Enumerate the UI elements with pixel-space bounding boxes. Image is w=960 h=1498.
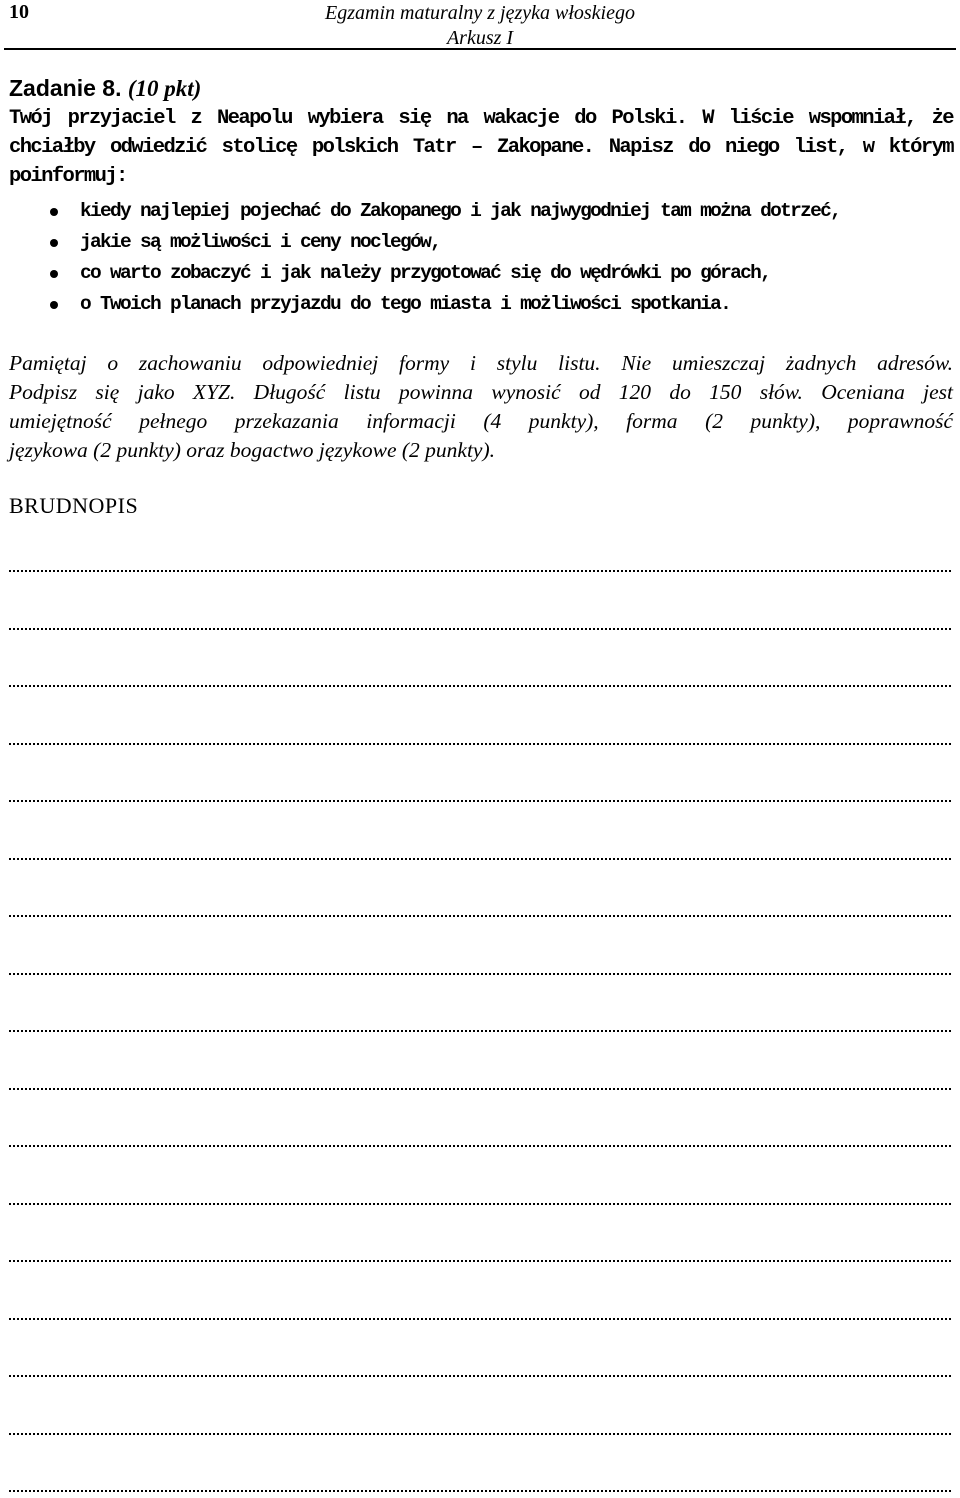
sheet-label: Arkusz I <box>446 27 514 49</box>
bullet-text: jakie są możliwości i ceny noclegów, <box>80 231 441 253</box>
draft-line[interactable] <box>9 1433 951 1435</box>
draft-line[interactable] <box>9 1088 951 1090</box>
instruction-line: umiejętność pełnego przekazania informacji (4 punkty), forma (2 punkty), poprawność <box>9 409 953 433</box>
draft-line[interactable] <box>9 1318 951 1320</box>
draft-title: BRUDNOPIS <box>9 493 139 518</box>
draft-line[interactable] <box>9 858 951 860</box>
instruction-line: Pamiętaj o zachowaniu odpowiedniej formy i stylu listu. Nie umieszczaj żadnych adresów. <box>9 351 953 375</box>
draft-line[interactable] <box>9 570 951 572</box>
bullet-text: kiedy najlepiej pojechać do Zakopanego i jak najwygodniej tam można dotrzeć, <box>80 200 841 222</box>
bullet-text: o Twoich planach przyjazdu do tego miasta i możliwości spotkania. <box>80 293 731 315</box>
instruction-line: Podpisz się jako XYZ. Długość listu powinna wynosić od 120 do 150 słów. Oceniana jest <box>9 380 953 404</box>
task-points: (10 pkt) <box>127 76 202 101</box>
bullet-text: co warto zobaczyć i jak należy przygotować się do wędrówki po górach, <box>80 262 771 284</box>
draft-line[interactable] <box>9 1203 951 1205</box>
draft-line[interactable] <box>9 1145 951 1147</box>
draft-line[interactable] <box>9 1490 951 1492</box>
draft-line[interactable] <box>9 685 951 687</box>
draft-line[interactable] <box>9 915 951 917</box>
page-number: 10 <box>9 1 29 23</box>
draft-line[interactable] <box>9 800 951 802</box>
intro-line: Twój przyjaciel z Neapolu wybiera się na wakacje do Polski. W liście wspomniał, że <box>9 107 953 130</box>
draft-line[interactable] <box>9 743 951 745</box>
draft-line[interactable] <box>9 973 951 975</box>
draft-line[interactable] <box>9 1260 951 1262</box>
draft-line[interactable] <box>9 1375 951 1377</box>
exam-title: Egzamin maturalny z języka włoskiego <box>325 2 635 24</box>
intro-line: chciałby odwiedzić stolicę polskich Tatr – Zakopane. Napisz do niego list, w którym <box>9 136 953 159</box>
task-number: Zadanie 8. <box>9 75 122 101</box>
intro-line: poinformuj: <box>9 165 127 188</box>
instruction-line: językowa (2 punkty) oraz bogactwo językowe (2 punkty). <box>9 438 496 462</box>
draft-line[interactable] <box>9 628 951 630</box>
draft-line[interactable] <box>9 1030 951 1032</box>
